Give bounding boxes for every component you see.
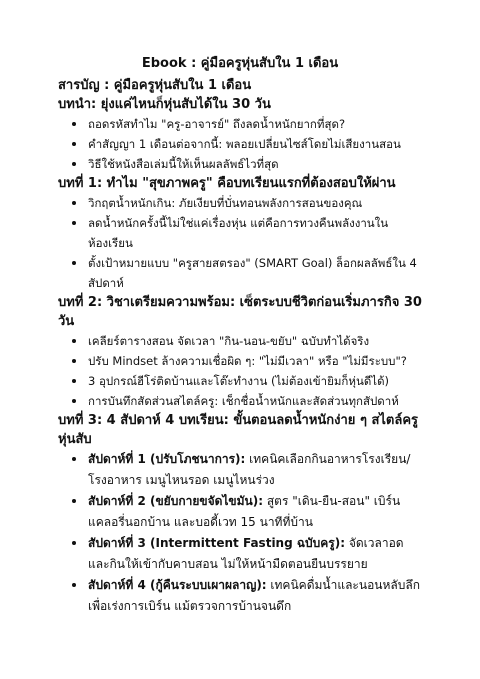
list-item — [88, 575, 422, 617]
chapter2-list — [58, 331, 422, 411]
intro-list — [58, 114, 422, 174]
list-item — [88, 491, 422, 533]
chapter2-heading: บทที่ 2: วิชาเตรียมความพร้อม: เซ็ตระบบชีวิตก่อนเริ่มภารกิจ 30 วัน — [58, 295, 422, 329]
document-title: Ebook : คู่มือครูหุ่นสับใน 1 เดือน — [141, 56, 339, 71]
week3-text: จัดเวลาอดและกินให้เข้ากับคาบสอน ไม่ให้หน้ามืดตอนยืนบรรยาย — [88, 536, 404, 571]
list-item: ถอดรหัสทำไม "ครู-อาจารย์" ถึงลดน้ำหนักยากที่สุด? — [88, 114, 422, 134]
list-item: การบันทึกสัดส่วนสไตล์ครู: เช็กชื่อน้ำหนักและสัดส่วนทุกสัปดาห์ — [88, 391, 422, 411]
chapter3-list — [58, 449, 422, 617]
chapter1-list — [58, 193, 422, 293]
list-item: 3 อุปกรณ์ฮีโร่ติดบ้านและโต๊ะทำงาน (ไม่ต้องเข้ายิมก็หุ่นดีได้) — [88, 371, 422, 391]
list-item: ตั้งเป้าหมายแบบ "ครูสายสตรอง" (SMART Goal) ล็อกผลลัพธ์ใน 4 สัปดาห์ — [88, 253, 422, 293]
list-item: วิกฤตน้ำหนักเกิน: ภัยเงียบที่บั่นทอนพลังการสอนของคุณ — [88, 193, 422, 213]
week4-label: สัปดาห์ที่ 4 (กู้คืนระบบเผาผลาญ): — [88, 578, 267, 592]
week2-label: สัปดาห์ที่ 2 (ขยับกายขจัดไขมัน): — [88, 494, 264, 508]
week1-text: เทคนิคเลือกกินอาหารโรงเรียน/โรงอาหาร เมนูไหนรอด เมนูไหนร่วง — [88, 452, 411, 487]
list-item: ปรับ Mindset ล้างความเชื่อผิด ๆ: "ไม่มีเวลา" หรือ "ไม่มีระบบ"? — [88, 351, 422, 371]
week2-text: สูตร "เดิน-ยืน-สอน" เบิร์นแคลอรี่นอกบ้าน และบอดี้เวท 15 นาทีที่บ้าน — [88, 494, 401, 529]
chapter1-heading: บทที่ 1: ทำไม "สุขภาพครู" คือบทเรียนแรกที่ต้องสอบให้ผ่าน — [58, 176, 396, 191]
week1-label: สัปดาห์ที่ 1 (ปรับโภชนาการ): — [88, 452, 246, 466]
list-item: เคลียร์ตารางสอน จัดเวลา "กิน-นอน-ขยับ" ฉบับทำได้จริง — [88, 331, 422, 351]
list-item: วิธีใช้หนังสือเล่มนี้ให้เห็นผลลัพธ์ไวที่สุด — [88, 154, 422, 174]
list-item: ลดน้ำหนักครั้งนี้ไม่ใช่แค่เรื่องหุ่น แต่คือการทวงคืนพลังงานในห้องเรียน — [88, 213, 422, 253]
list-item — [88, 449, 422, 491]
list-item: คำสัญญา 1 เดือนต่อจากนี้: พลอยเปลี่ยนไซส์โดยไม่เสียงานสอน — [88, 134, 422, 154]
chapter3-heading: บทที่ 3: 4 สัปดาห์ 4 บทเรียน: ขั้นตอนลดน้ำหนักง่าย ๆ สไตล์ครูหุ่นสับ — [58, 413, 419, 447]
week3-label: สัปดาห์ที่ 3 (Intermittent Fasting ฉบับครู): — [88, 536, 346, 550]
toc-heading: สารบัญ : คู่มือครูหุ่นสับใน 1 เดือน — [58, 78, 252, 93]
list-item — [88, 533, 422, 575]
week4-text: เทคนิคดื่มน้ำและนอนหลับลึกเพื่อเร่งการเบิร์น แม้ตรวจการบ้านจนดึก — [88, 578, 420, 613]
intro-heading: บทนำ: ยุ่งแค่ไหนก็หุ่นสับได้ใน 30 วัน — [58, 97, 271, 112]
